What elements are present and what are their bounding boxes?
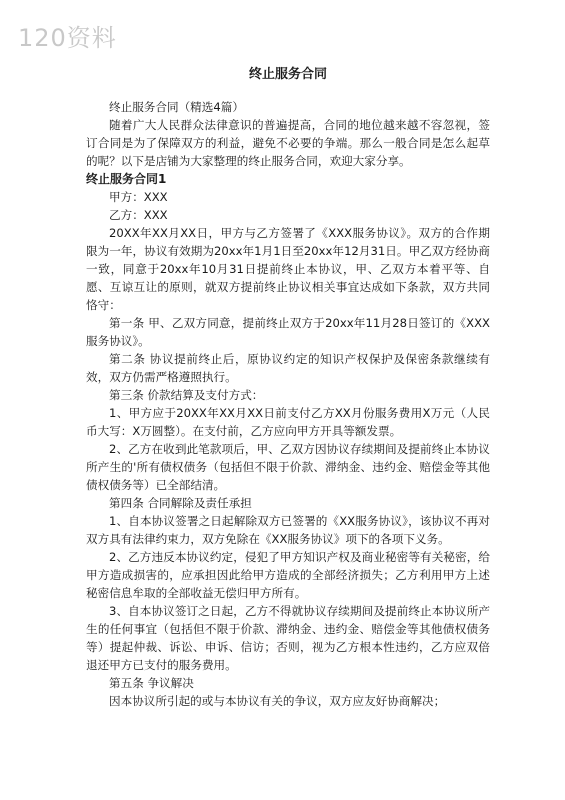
- watermark: 120资料: [18, 24, 117, 52]
- paragraph: 2、乙方违反本协议约定，侵犯了甲方知识产权及商业秘密等有关秘密，给甲方造成损害的，应承担因此给甲方造成的全部经济损失；乙方利用甲方上述秘密信息牟取的全部收益无偿归甲方所有。: [86, 550, 490, 600]
- paragraph: 2、乙方在收到此笔款项后，甲、乙双方因协议存续期间及提前终止本协议所产生的'所有债权债务（包括但不限于价款、滞纳金、违约金、赔偿金等其他债权债务等）已全部结清。: [86, 442, 490, 492]
- paragraph: 乙方：XXX: [109, 208, 168, 222]
- paragraph: 第四条 合同解除及责任承担: [109, 496, 252, 510]
- section-heading: 终止服务合同1: [86, 172, 167, 186]
- paragraph: 第五条 争议解决: [109, 676, 194, 690]
- paragraph: 第三条 价款结算及支付方式：: [109, 388, 264, 402]
- document-title: 终止服务合同: [248, 67, 327, 82]
- paragraph: 第一条 甲、乙双方同意，提前终止双方于20xx年11月28日签订的《XXX服务协议》。: [86, 316, 490, 348]
- document-body: [86, 66, 490, 710]
- paragraph: 3、自本协议签订之日起，乙方不得就协议存续期间及提前终止本协议所产生的任何事宜（包括但不限于价款、滞纳金、违约金、赔偿金等其他债权债务等）提起仲裁、诉讼、申诉、信访；否则，视为乙方根本性违约，乙方应双倍退还甲方已支付的服务费用。: [86, 604, 490, 672]
- paragraph: 甲方：XXX: [109, 190, 168, 204]
- paragraph: 因本协议所引起的或与本协议有关的争议，双方应友好协商解决；: [109, 694, 446, 708]
- paragraph: 终止服务合同（精选4篇）: [109, 100, 244, 114]
- paragraph: 1、甲方应于20XX年XX月XX日前支付乙方XX月份服务费用X万元（人民币大写：X万圆整）。在支付前，乙方应向甲方开具等额发票。: [86, 406, 490, 438]
- paragraph: 20XX年XX月XX日，甲方与乙方签署了《XXX服务协议》。双方的合作期限为一年，协议有效期为20xx年1月1日至20xx年12月31日。甲乙双方经协商一致，同意于20xx年10月31日提前终止本协议，甲、乙双方本着平等、自愿、互谅互让的原则，就双方提前终止协议相关事宜达成如下条款，双方共同恪守：: [86, 226, 490, 312]
- paragraph: 第二条 协议提前终止后，原协议约定的知识产权保护及保密条款继续有效，双方仍需严格遵照执行。: [86, 352, 490, 384]
- paragraph: 1、自本协议签署之日起解除双方已签署的《XX服务协议》，该协议不再对双方具有法律约束力，双方免除在《XX服务协议》项下的各项下义务。: [86, 514, 490, 546]
- paragraph: 随着广大人民群众法律意识的普遍提高，合同的地位越来越不容忽视，签订合同是为了保障双方的利益，避免不必要的争端。那么一般合同是怎么起草的呢？以下是店铺为大家整理的终止服务合同，欢迎大家分享。: [86, 118, 490, 168]
